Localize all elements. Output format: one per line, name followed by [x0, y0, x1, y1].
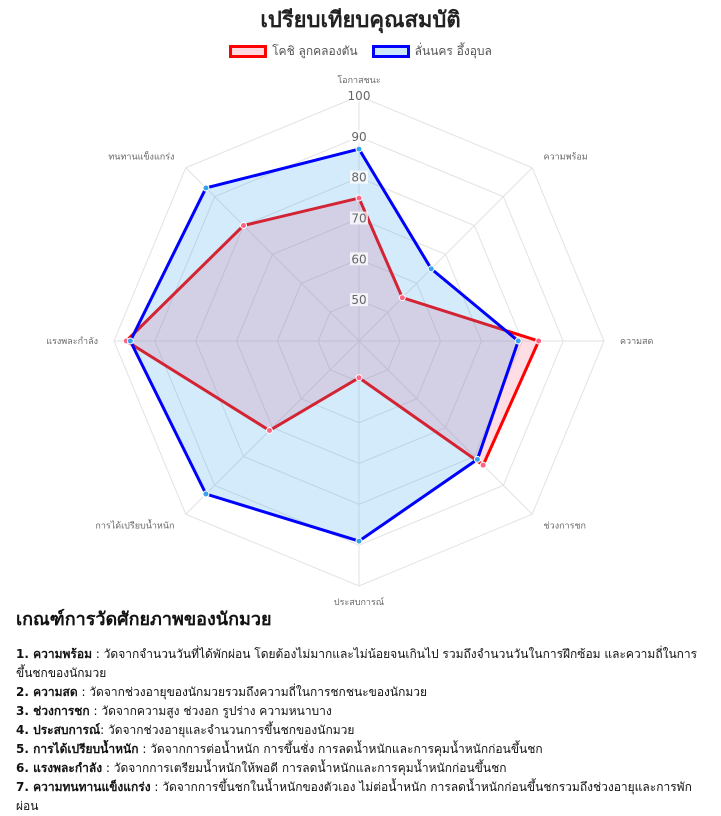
- data-point[interactable]: [536, 338, 542, 344]
- tick-label: 60: [351, 252, 367, 267]
- criteria-item: [16, 778, 706, 816]
- axis-label: แรงพละกำลัง: [46, 337, 98, 347]
- chart-legend: [0, 42, 721, 61]
- criteria-list: [16, 645, 706, 816]
- radar-chart: [0, 60, 721, 605]
- tick-label: 100: [347, 89, 371, 103]
- data-point[interactable]: [127, 338, 133, 344]
- data-point[interactable]: [428, 266, 434, 272]
- tick-label: 70: [351, 211, 367, 226]
- tick-label: 80: [351, 170, 367, 185]
- series-area-2: [130, 149, 518, 541]
- axis-label: ช่วงการชก: [543, 521, 587, 532]
- criteria-item-label: 4. ประสบการณ์: [16, 723, 101, 737]
- data-point[interactable]: [356, 375, 362, 381]
- axis-label: การได้เปรียบน้ำหนัก: [95, 521, 175, 532]
- axis-label: ความพร้อม: [543, 152, 588, 163]
- criteria-item-label: 3. ช่วงการชก: [16, 704, 90, 718]
- criteria-item: [16, 645, 706, 683]
- criteria-item-text: : วัดจากการขึ้นชกในน้ำหนักของตัวเอง ไม่ต่อน้ำหนัก การลดน้ำหนักก่อนขึ้นชกรวมถึงช่วงอายุและการพักผ่อน: [16, 780, 692, 813]
- data-point[interactable]: [356, 195, 362, 201]
- data-point[interactable]: [515, 338, 521, 344]
- criteria-item-text: : วัดจากการต่อน้ำหนัก การขึ้นชั่ง การลดน้ำหนักและการคุมน้ำหนักก่อนขึ้นชก: [138, 742, 543, 756]
- criteria-item-label: 7. ความทนทานแข็งแกร่ง: [16, 780, 151, 794]
- criteria-item: [16, 759, 706, 778]
- radar-series: [123, 146, 541, 544]
- criteria-item-text: : วัดจากช่วงอายุของนักมวยรวมถึงความถี่ในการชกชนะของนักมวย: [77, 685, 428, 699]
- data-point[interactable]: [474, 456, 480, 462]
- criteria-item-text: : วัดจากการเตรียมน้ำหนักให้พอดี การลดน้ำหนักและการคุมน้ำหนักก่อนขึ้นชก: [102, 761, 507, 775]
- legend-label-series-1: โคชิ ลูกคลองตัน: [272, 44, 358, 58]
- axis-label: ประสบการณ์: [333, 598, 385, 605]
- legend-swatch-series-2: [372, 45, 410, 58]
- criteria-item-label: 5. การได้เปรียบน้ำหนัก: [16, 742, 139, 756]
- axis-label: โอกาสชนะ: [337, 76, 381, 86]
- legend-item-series-2[interactable]: [372, 42, 492, 61]
- legend-swatch-series-1: [229, 45, 267, 58]
- criteria-item: [16, 683, 706, 702]
- criteria-item: [16, 702, 706, 721]
- data-point[interactable]: [203, 185, 209, 191]
- criteria-item-text: : วัดจากความสูง ช่วงอก รูปร่าง ความหนาบาง: [89, 704, 332, 718]
- criteria-item-label: 1. ความพร้อม: [16, 647, 92, 661]
- data-point[interactable]: [480, 462, 486, 468]
- criteria-item-label: 6. แรงพละกำลัง: [16, 761, 103, 775]
- chart-title: เปรียบเทียบคุณสมบัติ: [260, 8, 461, 33]
- legend-label-series-2: ลั่นนคร อึ้งอุบล: [414, 44, 492, 58]
- data-point[interactable]: [356, 538, 362, 544]
- criteria-item: [16, 721, 706, 740]
- criteria-item: [16, 740, 706, 759]
- data-point[interactable]: [399, 295, 405, 301]
- legend-item-series-1[interactable]: [229, 42, 358, 61]
- data-point[interactable]: [241, 223, 247, 229]
- criteria-title: เกณฑ์การวัดศักยภาพของนักมวย: [16, 609, 272, 630]
- criteria-item-label: 2. ความสด: [16, 685, 78, 699]
- criteria-section: [16, 604, 706, 816]
- tick-label: 50: [351, 293, 367, 308]
- axis-label: ทนทานแข็งแกร่ง: [108, 152, 175, 163]
- data-point[interactable]: [203, 491, 209, 497]
- criteria-item-text: : วัดจากจำนวนวันที่ได้พักผ่อน โดยต้องไม่มากและไม่น้อยจนเกินไป รวมถึงจำนวนวันในการฝึกซ้อม และความถี่ในการขึ้นชกของนักมวย: [16, 647, 698, 680]
- axis-label: ความสด: [620, 337, 654, 347]
- data-point[interactable]: [356, 146, 362, 152]
- data-point[interactable]: [266, 428, 272, 434]
- criteria-item-text: : วัดจากช่วงอายุและจำนวนการขึ้นชกของนักมวย: [100, 723, 355, 737]
- tick-label: 90: [351, 129, 367, 144]
